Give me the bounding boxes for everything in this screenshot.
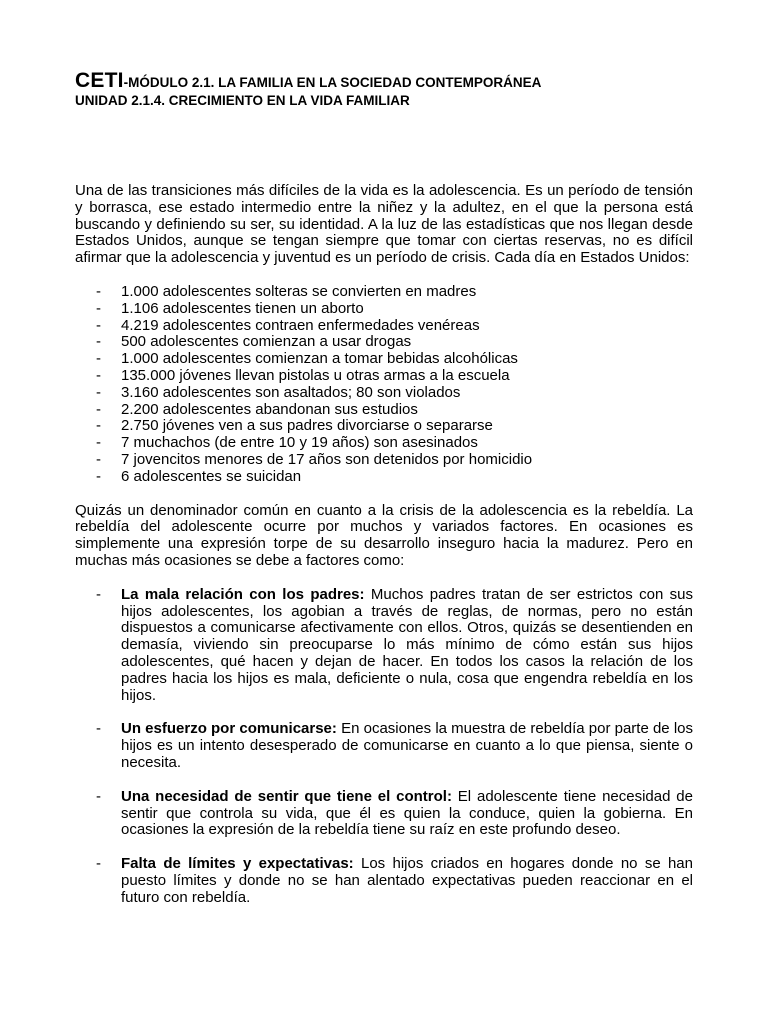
list-item	[75, 402, 693, 419]
list-bullet: -	[96, 366, 101, 384]
list-bullet: -	[96, 299, 101, 317]
list-item	[75, 301, 693, 318]
list-item-text: 1.000 adolescentes solteras se convierten en madres	[121, 282, 477, 300]
list-item-text: 2.200 adolescentes abandonan sus estudios	[121, 400, 418, 418]
factor-title: Un esfuerzo por comunicarse:	[121, 720, 337, 738]
list-item-text: 1.000 adolescentes comienzan a tomar bebidas alcohólicas	[121, 350, 518, 368]
list-item-text: 1.106 adolescentes tienen un aborto	[121, 299, 364, 317]
list-bullet: -	[96, 333, 101, 351]
list-item-text: 7 muchachos (de entre 10 y 19 años) son asesinados	[121, 434, 478, 452]
list-bullet: -	[96, 417, 101, 435]
factor-text: Los hijos criados en hogares donde no se han puesto límites y donde no se han alentado expectativas pueden reaccionar en el futuro con rebeldía.	[121, 855, 693, 906]
list-item	[75, 469, 693, 486]
list-item	[75, 284, 693, 301]
list-bullet: -	[96, 434, 101, 452]
list-item	[75, 385, 693, 402]
list-bullet: -	[96, 350, 101, 368]
list-item-text: 500 adolescentes comienzan a usar drogas	[121, 333, 412, 351]
list-bullet: -	[96, 787, 101, 805]
list-item-text: 7 jovencitos menores de 17 años son detenidos por homicidio	[121, 450, 533, 468]
module-title: -MÓDULO 2.1. LA FAMILIA EN LA SOCIEDAD CONTEMPORÁNEA	[123, 75, 542, 90]
document-page	[75, 69, 693, 923]
statistics-list	[75, 284, 693, 486]
factor-text: Muchos padres tratan de ser estrictos con sus hijos adolescentes, los agobian a través de reglas, de normas, pero no están dispuestos a comunicarse afectivamente con ellos. Otros, quizás se desentienden en demasía, viviendo sin preocuparse lo más mínimo de cómo están sus hijos adolescentes, qué hacen y dejan de hacer. En todos los casos la relación de los padres hacia los hijos es mala, deficiente o nula, cosa que engendra rebeldía en los hijos.	[121, 585, 693, 704]
factor-text: El adolescente tiene necesidad de sentir que controla su vida, que él es quien la conduce, quien la gobierna. En ocasiones la expresión de la rebeldía tiene su raíz en este profundo deseo.	[121, 787, 693, 839]
intro-paragraph: Una de las transiciones más difíciles de la vida es la adolescencia. Es un período de tensión y borrasca, ese estado intermedio entre la niñez y la adultez, en el que la persona está buscando y definiendo su ser, su identidad. A la luz de las estadísticas que nos llegan desde Estados Unidos, aunque se tengan siempre que tomar con ciertas reservas, no es difícil afirmar que la adolescencia y juventud es un período de crisis. Cada día en Estados Unidos:	[75, 182, 693, 267]
list-item-text: 6 adolescentes se suicidan	[121, 467, 302, 485]
list-item-text: 135.000 jóvenes llevan pistolas u otras armas a la escuela	[121, 366, 510, 384]
list-item	[75, 418, 693, 435]
list-bullet: -	[96, 585, 101, 603]
factor-item	[75, 789, 693, 839]
factor-text: En ocasiones la muestra de rebeldía por parte de los hijos es un intento desesperado de comunicarse en cuanto a lo que piensa, siente o necesita.	[121, 720, 693, 771]
list-bullet: -	[96, 450, 101, 468]
factor-title: Falta de límites y expectativas:	[121, 855, 354, 873]
unit-title: UNIDAD 2.1.4. CRECIMIENTO EN LA VIDA FAMILIAR	[75, 93, 410, 108]
list-item-text: 3.160 adolescentes son asaltados; 80 son violados	[121, 383, 461, 401]
factor-title: Una necesidad de sentir que tiene el control:	[121, 787, 452, 805]
list-item-text: 4.219 adolescentes contraen enfermedades venéreas	[121, 316, 480, 334]
list-bullet: -	[96, 316, 101, 334]
list-item	[75, 318, 693, 335]
list-bullet: -	[96, 720, 101, 738]
list-bullet: -	[96, 282, 101, 300]
factor-item	[75, 721, 693, 771]
list-item	[75, 334, 693, 351]
rebellion-paragraph: Quizás un denominador común en cuanto a la crisis de la adolescencia es la rebeldía. La rebeldía del adolescente ocurre por muchos y variados factores. En ocasiones es simplemente una expresión torpe de su desarrollo inseguro hacia la madurez. Pero en muchas más ocasiones se debe a factores como:	[75, 501, 693, 569]
list-bullet: -	[96, 467, 101, 485]
factor-title: La mala relación con los padres:	[121, 585, 365, 603]
document-header-module	[75, 69, 693, 92]
list-item	[75, 368, 693, 385]
list-item-text: 2.750 jóvenes ven a sus padres divorciarse o separarse	[121, 417, 493, 435]
list-bullet: -	[96, 855, 101, 873]
list-bullet: -	[96, 400, 101, 418]
brand-label: CETI	[75, 69, 124, 92]
factors-list	[75, 587, 693, 907]
list-item	[75, 435, 693, 452]
factor-item	[75, 587, 693, 705]
factor-item	[75, 856, 693, 906]
list-item	[75, 452, 693, 469]
list-item	[75, 351, 693, 368]
list-bullet: -	[96, 383, 101, 401]
